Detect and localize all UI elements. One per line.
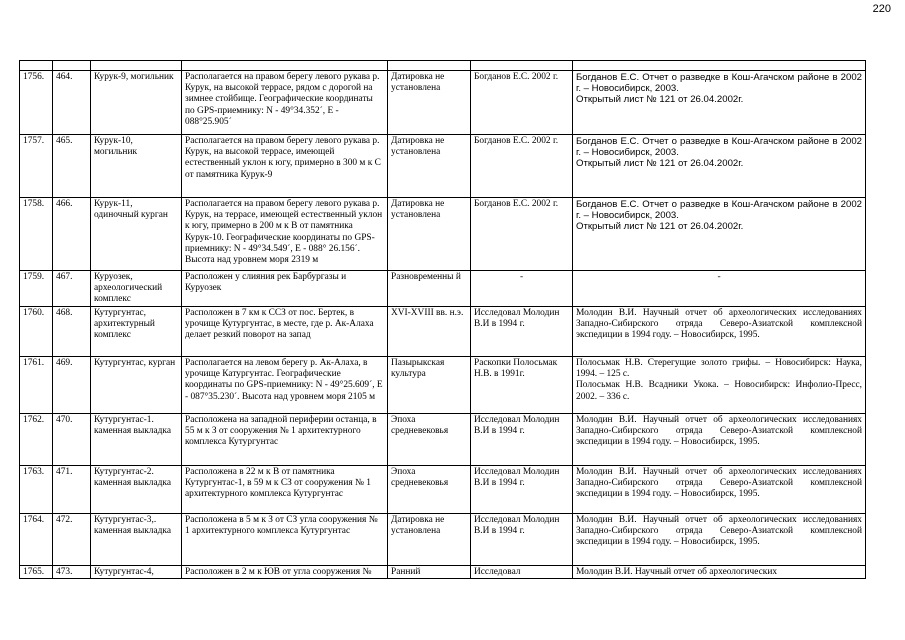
dating-cell (388, 71, 471, 135)
row-number-text: 1764. (23, 515, 45, 525)
researcher-text: Раскопки Полосьмак Н.В. в 1991г. (474, 358, 558, 380)
row-number-cell (20, 71, 53, 135)
monument-name-cell (91, 414, 182, 466)
source-text: Молодин В.И. Научный отчет об археологических исследованиях Западно-Сибирского отряда Северо-Азиатской комплексной экспедиции в 1994 году. – Новосибирск, 1995. (576, 467, 862, 500)
row-subnumber-text: 466. (56, 199, 73, 209)
source-text: Молодин В.И. Научный отчет об археологических исследованиях Западно-Сибирского отряда Северо-Азиатской комплексной экспедиции в 1994 году. – Новосибирск, 1995. (576, 515, 862, 548)
dating-text: Датировка не установлена (391, 515, 445, 537)
location-description-cell (182, 198, 388, 271)
monuments-table (19, 60, 866, 579)
source-extra-text: Полосьмак Н.В. Всадники Укока. – Новосибирск: Инфолио-Пресс, 2002. – 336 с. (576, 380, 862, 402)
researcher-cell (471, 514, 573, 566)
location-description-cell (182, 357, 388, 414)
monument-name-cell (91, 466, 182, 514)
location-description-text: Расположена в 22 м к В от памятника Кутургунтас-1, в 59 м к СЗ от сооружения № 1 архитектурного комплекса Кутургунтас (185, 467, 371, 500)
monument-name-text: Куруозек, археологический комплекс (94, 272, 163, 305)
row-number-text: 1758. (23, 199, 45, 209)
table-row (20, 414, 866, 466)
location-description-text: Расположен в 7 км к ССЗ от пос. Бертек, в урочище Кутургунтас, в месте, где р. Ак-Алаха делает резкий поворот на запад (185, 308, 374, 341)
monument-name-text: Кутургунтас-4, (94, 567, 154, 577)
location-description-text: Располагается на правом берегу левого рукава р. Курук, на высокой террасе, имеющей естественный уклон к югу, примерно в 300 м к С от памятника Курук-9 (185, 136, 381, 180)
dating-text: Датировка не установлена (391, 199, 445, 221)
dating-text: Эпоха средневековья (391, 467, 449, 489)
source-text: Полосьмак Н.В. Стерегущие золото грифы. – Новосибирск: Наука, 1994. – 125 с. (576, 358, 862, 380)
researcher-cell (471, 198, 573, 271)
monument-name-text: Курук-9, могильник (94, 72, 174, 82)
source-text: Молодин В.И. Научный отчет об археологических (576, 567, 778, 577)
row-subnumber-cell (53, 357, 91, 414)
row-subnumber-text: 472. (56, 515, 73, 525)
table-row (20, 357, 866, 414)
researcher-text: Исследовал Молодин В.И в 1994 г. (474, 415, 560, 437)
row-number-cell (20, 466, 53, 514)
row-subnumber-cell (53, 514, 91, 566)
table-row (20, 198, 866, 271)
monument-name-cell (91, 271, 182, 307)
researcher-cell (471, 357, 573, 414)
researcher-cell (471, 271, 573, 307)
dating-text: Пазырыкская культура (391, 358, 445, 380)
monument-name-cell (91, 566, 182, 579)
dating-cell (388, 466, 471, 514)
row-subnumber-cell (53, 307, 91, 357)
source-cell (573, 307, 866, 357)
monument-name-text: Курук-10, могильник (94, 136, 138, 158)
researcher-cell (471, 566, 573, 579)
source-text: Богданов Е.С. Отчет о разведке в Кош-Агачском районе в 2002 г. – Новосибирск, 2003. (576, 136, 862, 159)
location-description-cell (182, 71, 388, 135)
researcher-text: - (519, 272, 524, 282)
row-subnumber-cell (53, 566, 91, 579)
row-number-text: 1756. (23, 72, 45, 82)
row-number-text: 1757. (23, 136, 45, 146)
row-number-text: 1762. (23, 415, 45, 425)
monument-name-text: Кутургунтас, курган (94, 358, 176, 368)
location-description-text: Располагается на левом берегу р. Ак-Алаха, в урочище Катургунтас. Географические координаты по GPS-приемнику: N - 49°25.609´, E - 087°35.230´. Высота над уровнем моря 2105 м (185, 358, 383, 402)
researcher-text: Исследовал Молодин В.И в 1994 г. (474, 515, 560, 537)
researcher-text: Исследовал Молодин В.И в 1994 г. (474, 308, 560, 330)
table-row (20, 514, 866, 566)
dating-text: Эпоха средневековья (391, 415, 449, 437)
source-cell (573, 357, 866, 414)
dating-text: Ранний (391, 567, 421, 577)
monument-name-text: Курук-11, одиночный курган (94, 199, 168, 221)
row-subnumber-text: 473. (56, 567, 73, 577)
researcher-text: Богданов Е.С. 2002 г. (474, 72, 559, 82)
source-cell (573, 271, 866, 307)
researcher-cell (471, 307, 573, 357)
dating-cell (388, 357, 471, 414)
row-number-text: 1761. (23, 358, 45, 368)
table-row (20, 71, 866, 135)
researcher-text: Богданов Е.С. 2002 г. (474, 136, 559, 146)
row-subnumber-cell (53, 466, 91, 514)
row-number-cell (20, 357, 53, 414)
researcher-cell (471, 135, 573, 198)
location-description-text: Расположена на западной периферии останца, в 55 м к З от сооружения № 1 архитектурного комплекса Кутургунтас (185, 415, 377, 448)
location-description-cell (182, 566, 388, 579)
source-cell (573, 466, 866, 514)
row-subnumber-cell (53, 71, 91, 135)
location-description-cell (182, 307, 388, 357)
researcher-text: Богданов Е.С. 2002 г. (474, 199, 559, 209)
researcher-cell (471, 466, 573, 514)
row-number-cell (20, 271, 53, 307)
monument-name-cell (91, 71, 182, 135)
location-description-cell (182, 271, 388, 307)
row-number-cell (20, 414, 53, 466)
row-subnumber-text: 469. (56, 358, 73, 368)
monument-name-cell (91, 357, 182, 414)
source-text: Молодин В.И. Научный отчет об археологических исследованиях Западно-Сибирского отряда Северо-Азиатской комплексной экспедиции в 1994 году. – Новосибирск, 1995. (576, 308, 862, 341)
location-description-text: Расположена в 5 м к З от СЗ угла сооружения № 1 архитектурного комплекса Кутургунтас (185, 515, 378, 537)
monument-name-text: Кутургунтас-3,. каменная выкладка (94, 515, 171, 537)
row-subnumber-text: 468. (56, 308, 73, 318)
location-description-text: Расположен у слияния рек Барбургазы и Куруозек (185, 272, 347, 294)
row-number-cell (20, 198, 53, 271)
row-subnumber-cell (53, 135, 91, 198)
monument-name-text: Кутургунтас, архитектурный комплекс (94, 308, 155, 341)
dating-text: Датировка не установлена (391, 72, 445, 94)
dating-cell (388, 135, 471, 198)
source-extra-text: Открытый лист № 121 от 26.04.2002г. (576, 158, 744, 170)
row-subnumber-cell (53, 271, 91, 307)
source-extra-text: Открытый лист № 121 от 26.04.2002г. (576, 221, 744, 233)
row-number-cell (20, 307, 53, 357)
row-number-cell (20, 566, 53, 579)
row-subnumber-text: 470. (56, 415, 73, 425)
table-row (20, 135, 866, 198)
location-description-cell (182, 514, 388, 566)
dating-cell (388, 566, 471, 579)
monument-name-cell (91, 514, 182, 566)
source-text: - (717, 272, 721, 282)
researcher-cell (471, 414, 573, 466)
row-subnumber-text: 467. (56, 272, 73, 282)
row-number-text: 1763. (23, 467, 45, 477)
dating-cell (388, 271, 471, 307)
monument-name-cell (91, 198, 182, 271)
row-number-cell (20, 514, 53, 566)
dating-text: Разновременны й (391, 272, 461, 282)
row-number-cell (20, 135, 53, 198)
row-number-text: 1765. (23, 567, 45, 577)
source-text: Молодин В.И. Научный отчет об археологических исследованиях Западно-Сибирского отряда Северо-Азиатской комплексной экспедиции в 1994 году. – Новосибирск, 1995. (576, 415, 862, 448)
monument-name-text: Кутургунтас-2. каменная выкладка (94, 467, 171, 489)
table-row (20, 271, 866, 307)
source-cell (573, 566, 866, 579)
researcher-text: Исследовал (474, 567, 521, 577)
researcher-cell (471, 71, 573, 135)
location-description-cell (182, 135, 388, 198)
monument-name-text: Кутургунтас-1. каменная выкладка (94, 415, 171, 437)
location-description-text: Расположен в 2 м к ЮВ от угла сооружения № (185, 567, 372, 577)
source-cell (573, 135, 866, 198)
row-number-text: 1760. (23, 308, 45, 318)
table-header-row (20, 61, 866, 71)
row-number-text: 1759. (23, 272, 45, 282)
source-text: Богданов Е.С. Отчет о разведке в Кош-Агачском районе в 2002 г. – Новосибирск, 2003. (576, 199, 862, 222)
source-text: Богданов Е.С. Отчет о разведке в Кош-Агачском районе в 2002 г. – Новосибирск, 2003. (576, 72, 862, 95)
source-extra-text: Открытый лист № 121 от 26.04.2002г. (576, 94, 744, 106)
row-subnumber-text: 471. (56, 467, 73, 477)
location-description-cell (182, 414, 388, 466)
monument-name-cell (91, 135, 182, 198)
dating-cell (388, 414, 471, 466)
row-subnumber-text: 465. (56, 136, 73, 146)
row-subnumber-text: 464. (56, 72, 73, 82)
monument-name-cell (91, 307, 182, 357)
dating-cell (388, 514, 471, 566)
dating-text: Датировка не установлена (391, 136, 445, 158)
page-number: 220 (872, 3, 891, 15)
dating-cell (388, 198, 471, 271)
researcher-text: Исследовал Молодин В.И в 1994 г. (474, 467, 560, 489)
location-description-text: Располагается на правом берегу левого рукава р. Курук, на террасе, имеющей естественный уклон к югу, примерно в 200 м к В от памятника Курук-10. Географические координаты по GPS-приемнику: N - 49°34.549´, E - 088° 26.156´. Высота над уровнем моря 2319 м (185, 199, 383, 266)
table-row (20, 566, 866, 579)
dating-cell (388, 307, 471, 357)
source-cell (573, 414, 866, 466)
table-row (20, 466, 866, 514)
location-description-cell (182, 466, 388, 514)
row-subnumber-cell (53, 198, 91, 271)
location-description-text: Располагается на правом берегу левого рукава р. Курук, на высокой террасе, рядом с дорогой на зимнее стойбище. Географические координаты по GPS-приемнику: N - 49°34.352´, E - 088°25.905´ (185, 72, 380, 127)
source-cell (573, 514, 866, 566)
dating-text: XVI-XVIII вв. н.э. (391, 308, 464, 318)
source-cell (573, 71, 866, 135)
table-row (20, 307, 866, 357)
row-subnumber-cell (53, 414, 91, 466)
source-cell (573, 198, 866, 271)
